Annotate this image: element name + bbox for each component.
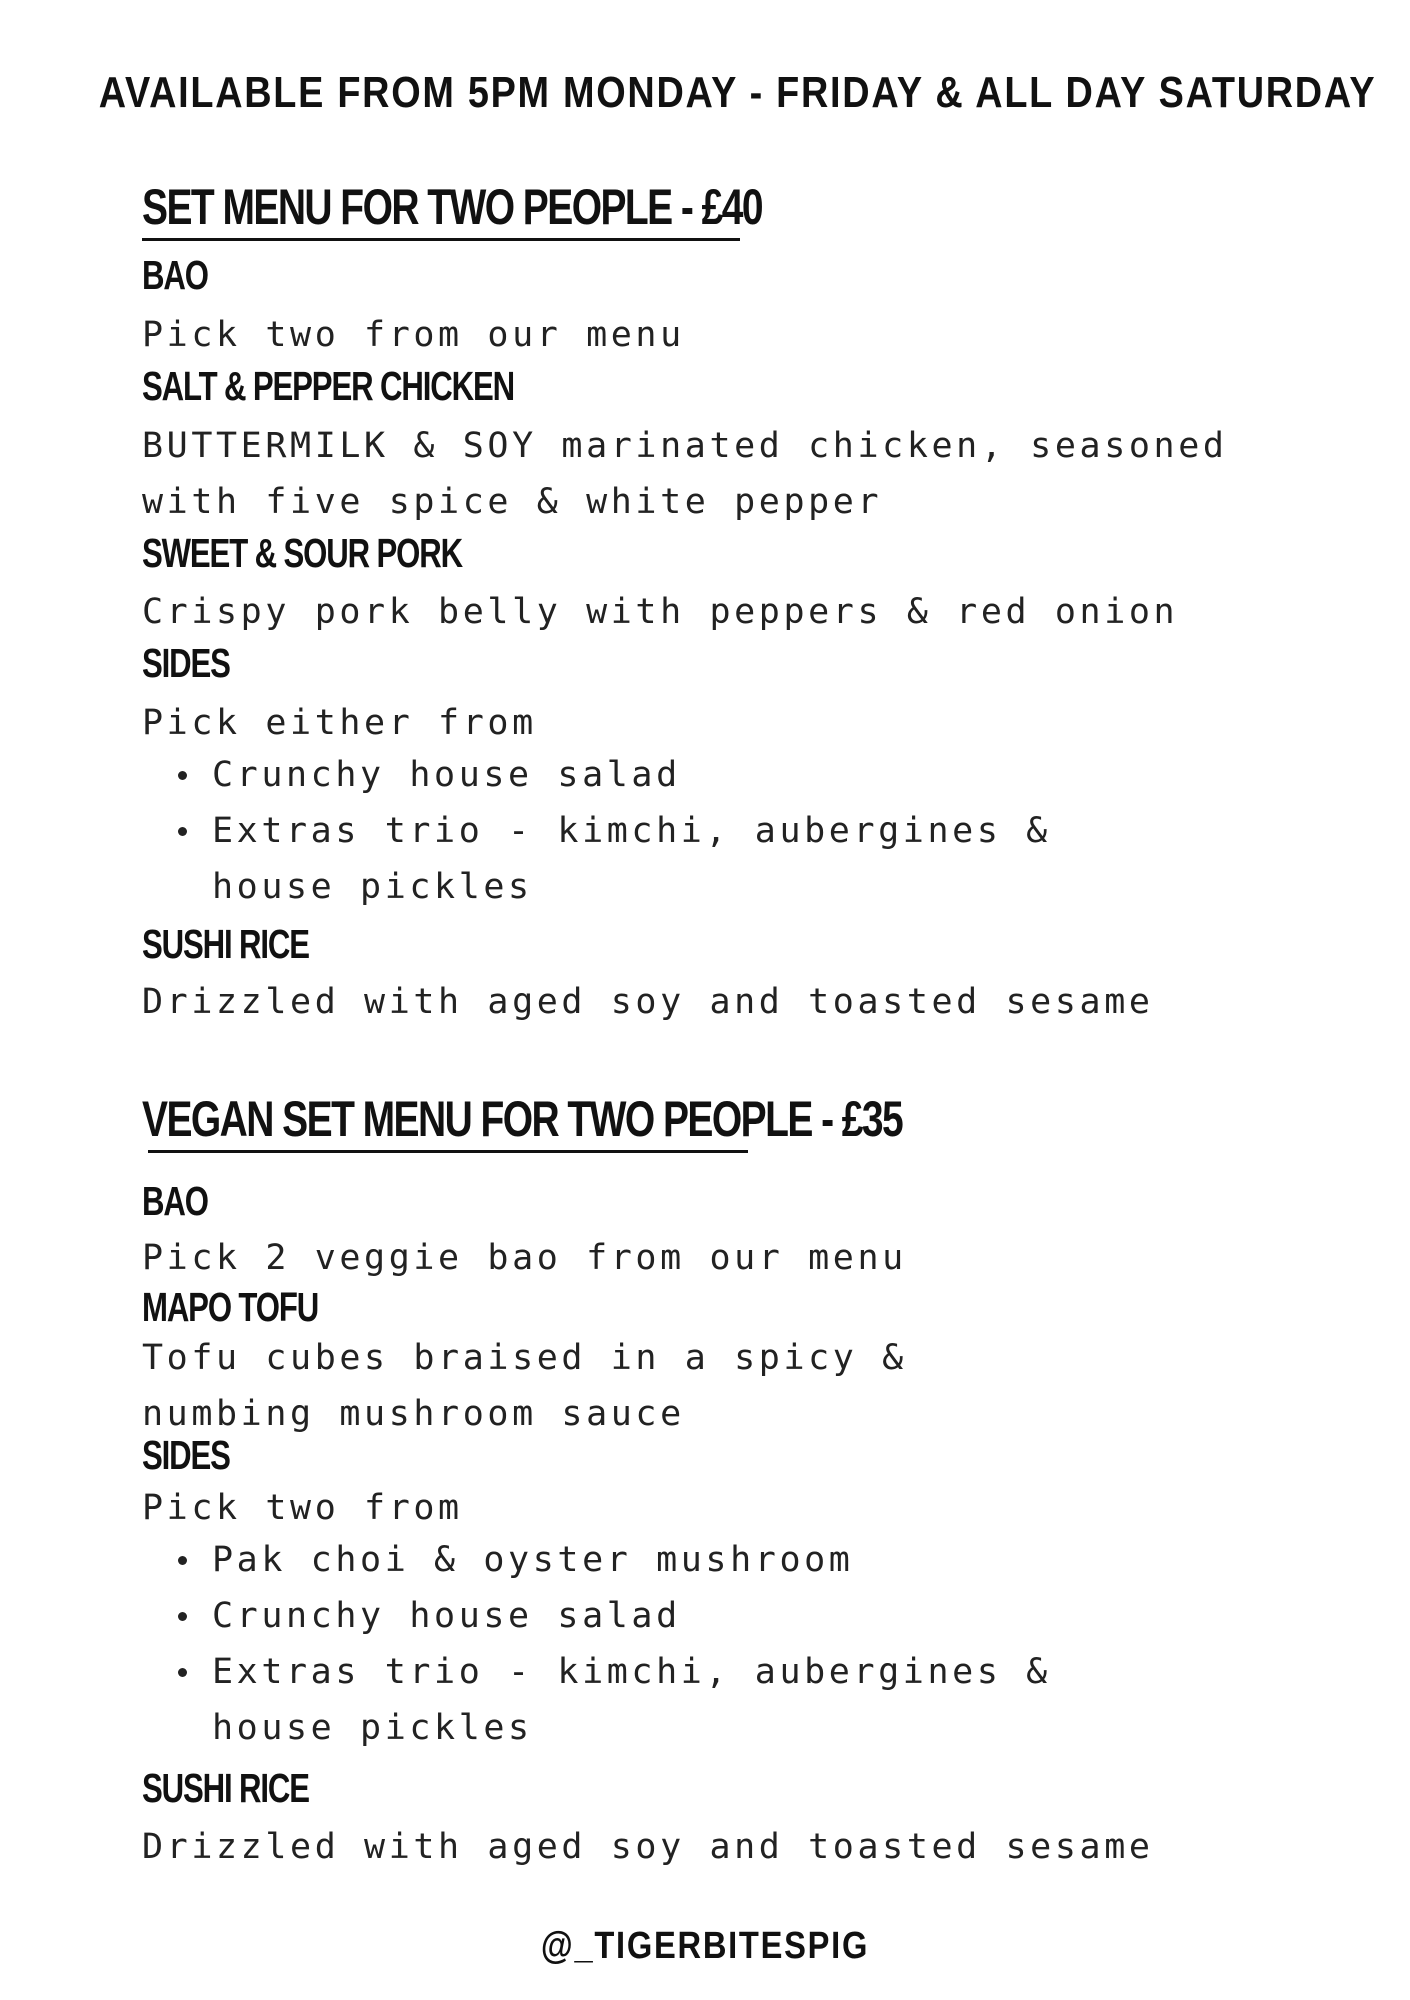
- availability-banner: AVAILABLE FROM 5PM MONDAY - FRIDAY & ALL DAY SATURDAY: [98, 68, 1377, 117]
- vegan-sides-list: [142, 1532, 1051, 1756]
- list-item: Pak choi & oyster mushroom: [142, 1532, 1051, 1588]
- bullet-dot-icon: [178, 1612, 187, 1621]
- vegan-sides-title: SIDES: [142, 1432, 230, 1478]
- vegan-tofu-description-line1: Tofu cubes braised in a spicy &: [142, 1338, 907, 1378]
- list-item: Crunchy house salad: [142, 1588, 1051, 1644]
- vegan-tofu-description-line2: numbing mushroom sauce: [142, 1394, 685, 1434]
- set-chicken-description-line2: with five spice & white pepper: [142, 482, 883, 522]
- set-menu-title: SET MENU FOR TWO PEOPLE - £40: [142, 179, 763, 235]
- set-bao-title: BAO: [142, 252, 208, 298]
- bullet-dot-icon: [178, 1556, 187, 1565]
- set-rice-title: SUSHI RICE: [142, 921, 309, 967]
- set-menu-title-underline: [142, 238, 740, 241]
- vegan-sides-intro: Pick two from: [142, 1488, 463, 1528]
- set-bao-description: Pick two from our menu: [142, 315, 685, 355]
- vegan-tofu-title: MAPO TOFU: [142, 1284, 319, 1330]
- set-sides-intro: Pick either from: [142, 703, 537, 743]
- set-rice-description: Drizzled with aged soy and toasted sesame: [142, 982, 1154, 1022]
- set-sides-title: SIDES: [142, 640, 230, 686]
- set-chicken-description-line1: BUTTERMILK & SOY marinated chicken, seasoned: [142, 426, 1228, 466]
- bullet-dot-icon: [178, 1668, 187, 1677]
- vegan-menu-title-underline: [148, 1150, 748, 1153]
- set-chicken-title: SALT & PEPPER CHICKEN: [142, 363, 514, 409]
- list-item: Crunchy house salad: [142, 747, 1051, 803]
- list-item: Extras trio - kimchi, aubergines & house pickles: [142, 803, 1051, 915]
- list-item: Extras trio - kimchi, aubergines & house pickles: [142, 1644, 1051, 1756]
- set-pork-title: SWEET & SOUR PORK: [142, 530, 462, 576]
- bullet-dot-icon: [178, 771, 187, 780]
- vegan-bao-description: Pick 2 veggie bao from our menu: [142, 1238, 907, 1278]
- bullet-dot-icon: [178, 827, 187, 836]
- set-pork-description: Crispy pork belly with peppers & red onion: [142, 592, 1179, 632]
- set-sides-list: [142, 747, 1051, 915]
- vegan-bao-title: BAO: [142, 1178, 208, 1224]
- vegan-rice-title: SUSHI RICE: [142, 1765, 309, 1811]
- vegan-menu-title: VEGAN SET MENU FOR TWO PEOPLE - £35: [142, 1091, 903, 1147]
- vegan-rice-description: Drizzled with aged soy and toasted sesame: [142, 1827, 1154, 1867]
- social-handle: @_TIGERBITESPIG: [540, 1925, 870, 1967]
